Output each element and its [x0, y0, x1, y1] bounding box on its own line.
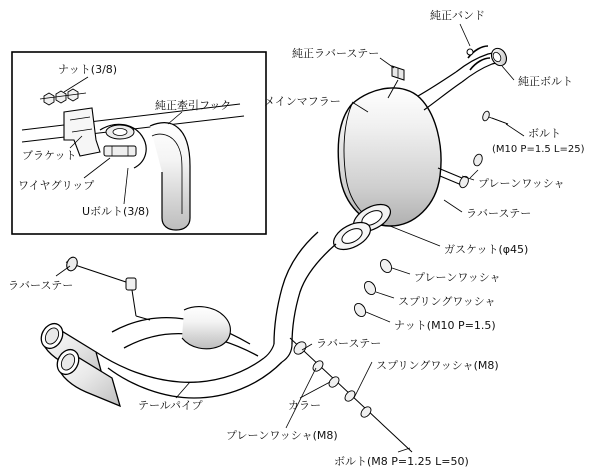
label-genuine-tow-hook: 純正牽引フック [155, 99, 232, 112]
label-genuine-rubber-stay: 純正ラバーステー [292, 47, 380, 60]
label-genuine-band: 純正バンド [430, 9, 485, 22]
label-wire-grip: ワイヤグリップ [18, 179, 95, 192]
label-bolt-m8: ボルト(M8 P=1.25 L=50) [334, 455, 469, 468]
label-bracket: ブラケット [22, 149, 77, 162]
label-gasket: ガスケット(φ45) [444, 243, 529, 256]
label-spring-washer-m8: スプリングワッシャ(M8) [376, 359, 499, 372]
label-plain-washer-2: プレーンワッシャ [414, 271, 501, 284]
label-rubber-stay-2: ラバーステー [316, 337, 382, 350]
label-nut-3-8: ナット(3/8) [58, 63, 118, 76]
label-bolt-m10-spec: (M10 P=1.5 L=25) [492, 144, 585, 155]
label-nut-m10: ナット(M10 P=1.5) [394, 319, 496, 332]
label-genuine-bolt: 純正ボルト [518, 75, 573, 88]
label-spring-washer-1: スプリングワッシャ [398, 295, 496, 308]
label-tail-pipe: テールパイプ [138, 399, 203, 412]
label-rubber-stay-1: ラバーステー [466, 207, 532, 220]
label-rubber-stay-3: ラバーステー [8, 279, 74, 292]
label-u-bolt-3-8: Uボルト(3/8) [82, 205, 150, 218]
label-plain-washer-m8: プレーンワッシャ(M8) [226, 429, 338, 442]
label-bolt-m10: ボルト [528, 127, 561, 140]
label-plain-washer-1: プレーンワッシャ [478, 177, 565, 190]
label-collar: カラー [288, 399, 321, 412]
label-main-muffler: メインマフラー [264, 95, 341, 108]
